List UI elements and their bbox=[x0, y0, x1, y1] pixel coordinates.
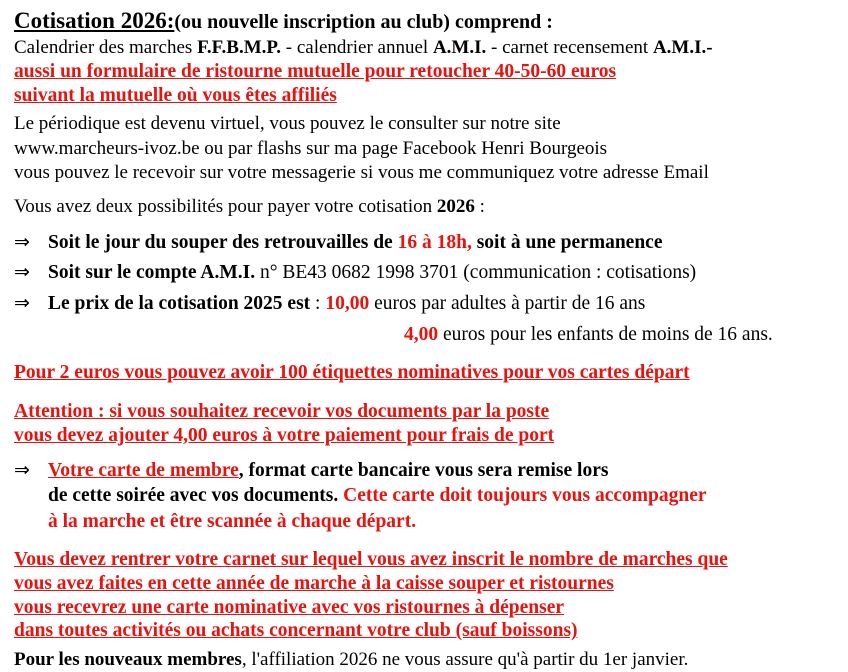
bullet-prix-colon: : bbox=[310, 293, 326, 315]
spacer bbox=[14, 534, 840, 548]
bullet-compte-iban: n° BE43 0682 1998 3701 (communication : cotisations) bbox=[255, 262, 697, 284]
spacer bbox=[14, 220, 840, 230]
included-ffbmp: F.F.B.M.P. bbox=[197, 36, 282, 58]
spacer bbox=[14, 448, 840, 458]
possibilites-post: : bbox=[474, 196, 485, 218]
bullet-item-souper bbox=[14, 230, 840, 256]
document-heading bbox=[14, 6, 840, 36]
periodique-line-3: vous pouvez le recevoir sur votre messagerie si vous me communiquez votre adresse Email bbox=[14, 162, 709, 184]
arrow-icon: ⇒ bbox=[14, 262, 30, 284]
enfants-line bbox=[14, 322, 840, 347]
carte-membre-red1: Cette carte doit toujours vous accompagner bbox=[343, 485, 707, 507]
mutuelle-line-1: aussi un formulaire de ristourne mutuelle pour retoucher 40-50-60 euros bbox=[14, 60, 617, 82]
nouveaux-membres-label: Pour les nouveaux membres bbox=[14, 649, 242, 671]
carte-membre-red2: à la marche et être scannée à chaque départ. bbox=[48, 510, 417, 532]
bullet-text-souper bbox=[48, 230, 662, 255]
carte-membre-second-line bbox=[14, 483, 840, 508]
bullet-text-compte bbox=[48, 260, 696, 285]
bullet-item-compte bbox=[14, 260, 840, 286]
mutuelle-line-2: suivant la mutuelle où vous êtes affiliés bbox=[14, 84, 337, 106]
periodique-line-1: Le périodique est devenu virtuel, vous pouvez le consulter sur notre site bbox=[14, 113, 561, 135]
bullet-prix-rest: euros par adultes à partir de 16 ans bbox=[369, 293, 646, 315]
carte-membre-third-line bbox=[14, 509, 840, 534]
bullet-souper-hours: 16 à 18h, bbox=[397, 231, 472, 253]
included-part3: - carnet recensement bbox=[486, 36, 653, 58]
included-ami-1: A.M.I. bbox=[432, 36, 487, 58]
spacer bbox=[14, 185, 840, 195]
heading-rest: (ou nouvelle inscription au club) comprend : bbox=[174, 11, 553, 33]
included-part1: Calendrier des marches bbox=[14, 36, 198, 58]
enfants-text: euros pour les enfants de moins de 16 ans. bbox=[438, 323, 773, 345]
possibilites-pre: Vous avez deux possibilités pour payer votre cotisation bbox=[14, 196, 437, 218]
arrow-icon: ⇒ bbox=[14, 231, 30, 253]
bullet-compte-label: Soit sur le compte A.M.I. bbox=[48, 262, 256, 284]
bullet-prix-label: Le prix de la cotisation 2025 est bbox=[48, 293, 311, 315]
spacer bbox=[14, 386, 840, 400]
etiquettes-line: Pour 2 euros vous pouvez avoir 100 étiquettes nominatives pour vos cartes départ bbox=[14, 362, 690, 384]
included-ami-2: A.M.I.- bbox=[652, 36, 713, 58]
attention-line-2: vous devez ajouter 4,00 euros à votre paiement pour frais de port bbox=[14, 424, 555, 446]
bullet-item-prix bbox=[14, 291, 840, 317]
heading-title: Cotisation 2026: bbox=[14, 8, 175, 33]
bullet-prix-amount: 10,00 bbox=[325, 293, 370, 315]
bullet-souper-seg3: soit à une permanence bbox=[471, 231, 663, 253]
bullet-text-prix bbox=[48, 291, 645, 316]
possibilites-line bbox=[14, 195, 840, 219]
possibilites-year: 2026 bbox=[436, 196, 475, 218]
carnet-line-1: Vous devez rentrer votre carnet sur lequel vous avez inscrit le nombre de marches que bbox=[14, 549, 728, 571]
enfants-amount: 4,00 bbox=[404, 323, 439, 345]
periodique-line-2: www.marcheurs-ivoz.be ou par flashs sur ma page Facebook Henri Bourgeois bbox=[14, 137, 608, 159]
included-part2: - calendrier annuel bbox=[281, 36, 433, 58]
nouveaux-membres-rest: , l'affiliation 2026 ne vous assure qu'à partir du 1er janvier. bbox=[241, 649, 689, 671]
bullet-souper-seg1: Soit le jour du souper des retrouvailles de bbox=[48, 231, 398, 253]
bullet-item-carte-membre bbox=[14, 458, 840, 484]
spacer bbox=[14, 347, 840, 361]
nouveaux-membres-line bbox=[14, 648, 840, 672]
included-items-line bbox=[14, 36, 840, 60]
carte-membre-label: Votre carte de membre bbox=[48, 459, 239, 481]
arrow-icon: ⇒ bbox=[14, 293, 30, 315]
carte-membre-black1: , format carte bancaire vous sera remise lors bbox=[238, 459, 609, 481]
arrow-icon: ⇒ bbox=[14, 459, 30, 481]
attention-line-1: Attention : si vous souhaitez recevoir vos documents par la poste bbox=[14, 401, 550, 423]
carte-membre-black2: de cette soirée avec vos documents. bbox=[48, 485, 344, 507]
carnet-line-3: vous recevrez une carte nominative avec vos ristournes à dépenser bbox=[14, 596, 565, 618]
carnet-line-2: vous avez faites en cette année de marche à la caisse souper et ristournes bbox=[14, 572, 614, 594]
carte-membre-first-line bbox=[48, 458, 608, 483]
carnet-line-4: dans toutes activités ou achats concernant votre club (sauf boissons) bbox=[14, 620, 578, 642]
